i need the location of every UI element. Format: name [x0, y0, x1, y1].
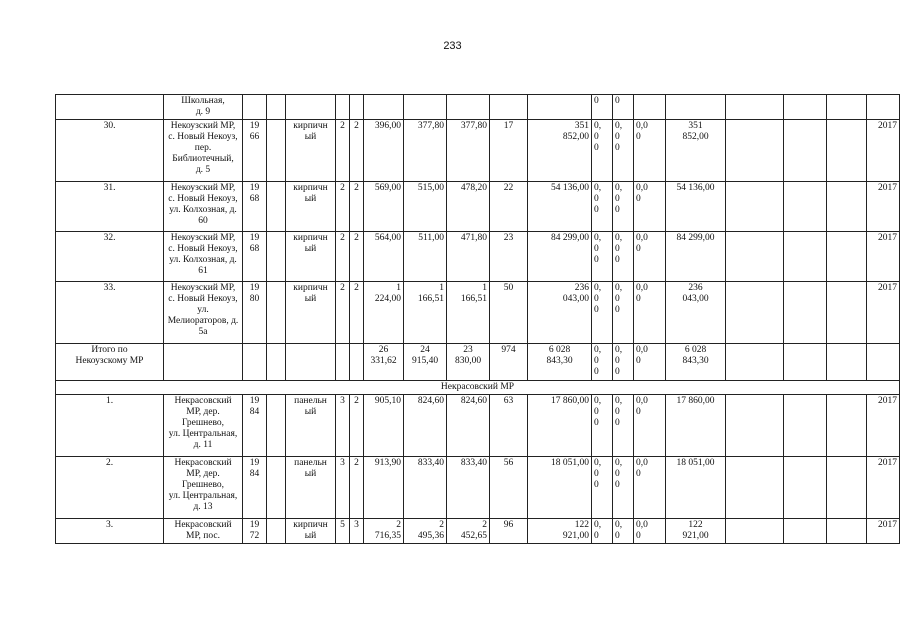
table-cell: [267, 120, 286, 182]
area-cell: 515,00: [404, 182, 447, 232]
table-cell: [726, 120, 784, 182]
table-cell: [784, 457, 827, 519]
address-cell: Школьная, д. 9: [164, 95, 243, 120]
residents-cell: 63: [490, 395, 528, 457]
address-cell: Некрасовский МР, дер. Грешнево, ул. Центральная, д. 11: [164, 395, 243, 457]
table-cell: 0, 0 0: [592, 457, 613, 519]
total-area-cell: 905,10: [364, 395, 404, 457]
floors-cell: [336, 95, 350, 120]
table-cell: [726, 344, 784, 381]
wall-material-cell: кирпичн ый: [286, 282, 336, 344]
table-cell: [336, 344, 350, 381]
build-year-cell: 19 72: [243, 519, 267, 544]
year-cell: 2017: [867, 232, 900, 282]
residents-cell: 22: [490, 182, 528, 232]
subtotal-row: [56, 344, 900, 381]
address-cell: Некрасовский МР, дер. Грешнево, ул. Центральная, д. 13: [164, 457, 243, 519]
build-year-cell: 19 66: [243, 120, 267, 182]
residents-cell: [490, 95, 528, 120]
table-cell: [726, 519, 784, 544]
residents-cell: 96: [490, 519, 528, 544]
table-cell: [243, 344, 267, 381]
living-area-cell: 824,60: [447, 395, 490, 457]
table-row: [56, 182, 900, 232]
address-cell: Некоузский МР, с. Новый Некоуз, ул. Колхозная, д. 60: [164, 182, 243, 232]
wall-material-cell: кирпичн ый: [286, 120, 336, 182]
table-cell: [784, 395, 827, 457]
table-cell: 0, 0 0: [592, 395, 613, 457]
year-cell: 2017: [867, 395, 900, 457]
year-cell: [867, 95, 900, 120]
area-cell: 511,00: [404, 232, 447, 282]
entrances-cell: 2: [350, 120, 364, 182]
area-cell: 1 166,51: [404, 282, 447, 344]
table-cell: 0, 0: [592, 519, 613, 544]
table-cell: [634, 95, 666, 120]
living-area-cell: 1 166,51: [447, 282, 490, 344]
wall-material-cell: панельн ый: [286, 395, 336, 457]
total-cost-cell: [666, 95, 726, 120]
table-cell: [827, 395, 867, 457]
table-cell: 0: [592, 95, 613, 120]
table-cell: [827, 282, 867, 344]
entrances-cell: 3: [350, 519, 364, 544]
table-cell: 0, 0 0: [613, 344, 634, 381]
table-row: [56, 282, 900, 344]
total-cost-cell: 54 136,00: [666, 182, 726, 232]
table-cell: [827, 120, 867, 182]
total-cost-cell: 122 921,00: [666, 519, 726, 544]
table-cell: [164, 344, 243, 381]
year-cell: 2017: [867, 282, 900, 344]
table-cell: [726, 457, 784, 519]
table-cell: [827, 457, 867, 519]
table-cell: 0: [613, 95, 634, 120]
page-number: 233: [443, 40, 462, 52]
table-cell: [867, 344, 900, 381]
area-cell: 833,40: [404, 457, 447, 519]
table-row: [56, 457, 900, 519]
cost-cell: [528, 95, 592, 120]
build-year-cell: 19 80: [243, 282, 267, 344]
floors-cell: 2: [336, 120, 350, 182]
table-cell: 0, 0 0: [592, 344, 613, 381]
table-cell: 0, 0 0: [592, 232, 613, 282]
table-cell: [827, 519, 867, 544]
subtotal-residents: 974: [490, 344, 528, 381]
table-row: [56, 95, 900, 120]
table-body: [56, 95, 900, 544]
total-cost-cell: 84 299,00: [666, 232, 726, 282]
cost-cell: 84 299,00: [528, 232, 592, 282]
total-cost-cell: 17 860,00: [666, 395, 726, 457]
row-number-cell: 1.: [56, 395, 164, 457]
row-number-cell: 3.: [56, 519, 164, 544]
floors-cell: 3: [336, 395, 350, 457]
table-cell: [267, 395, 286, 457]
table-cell: 0, 0 0: [613, 120, 634, 182]
total-area-cell: 564,00: [364, 232, 404, 282]
table-cell: 0,0 0: [634, 344, 666, 381]
total-area-cell: 2 716,35: [364, 519, 404, 544]
row-number-cell: [56, 95, 164, 120]
row-number-cell: 2.: [56, 457, 164, 519]
living-area-cell: 478,20: [447, 182, 490, 232]
entrances-cell: 2: [350, 282, 364, 344]
build-year-cell: 19 68: [243, 232, 267, 282]
section-header-row: [56, 381, 900, 395]
residents-cell: 17: [490, 120, 528, 182]
living-area-cell: [447, 95, 490, 120]
subtotal-total-area: 26 331,62: [364, 344, 404, 381]
cost-cell: 122 921,00: [528, 519, 592, 544]
table-cell: [784, 232, 827, 282]
table-cell: [267, 457, 286, 519]
floors-cell: 3: [336, 457, 350, 519]
table-cell: [286, 344, 336, 381]
floors-cell: 5: [336, 519, 350, 544]
total-cost-cell: 351 852,00: [666, 120, 726, 182]
entrances-cell: 2: [350, 182, 364, 232]
table-cell: [827, 182, 867, 232]
total-area-cell: 396,00: [364, 120, 404, 182]
year-cell: 2017: [867, 120, 900, 182]
floors-cell: 2: [336, 282, 350, 344]
wall-material-cell: [286, 95, 336, 120]
table-cell: 0,0 0: [634, 232, 666, 282]
address-cell: Некоузский МР, с. Новый Некоуз, пер. Библиотечный, д. 5: [164, 120, 243, 182]
total-cost-cell: 18 051,00: [666, 457, 726, 519]
table-cell: [827, 344, 867, 381]
section-title: Некрасовский МР: [56, 381, 900, 395]
table-cell: 0, 0 0: [613, 395, 634, 457]
living-area-cell: 471,80: [447, 232, 490, 282]
table-cell: [267, 182, 286, 232]
area-cell: 824,60: [404, 395, 447, 457]
living-area-cell: 377,80: [447, 120, 490, 182]
table-row: [56, 120, 900, 182]
entrances-cell: 2: [350, 232, 364, 282]
area-cell: [404, 95, 447, 120]
row-number-cell: 31.: [56, 182, 164, 232]
table-cell: [827, 232, 867, 282]
table-cell: [784, 282, 827, 344]
table-cell: [726, 282, 784, 344]
year-cell: 2017: [867, 457, 900, 519]
floors-cell: 2: [336, 182, 350, 232]
build-year-cell: 19 84: [243, 395, 267, 457]
table-cell: [784, 95, 827, 120]
table-cell: 0, 0 0: [613, 457, 634, 519]
table-cell: [827, 95, 867, 120]
table-cell: 0, 0 0: [592, 182, 613, 232]
table-cell: 0,0 0: [634, 395, 666, 457]
cost-cell: 18 051,00: [528, 457, 592, 519]
row-number-cell: 32.: [56, 232, 164, 282]
table-cell: [726, 395, 784, 457]
table-cell: 0,0 0: [634, 182, 666, 232]
residents-cell: 56: [490, 457, 528, 519]
build-year-cell: 19 84: [243, 457, 267, 519]
table-cell: 0,0 0: [634, 457, 666, 519]
table-cell: [784, 344, 827, 381]
total-area-cell: 1 224,00: [364, 282, 404, 344]
living-area-cell: 2 452,65: [447, 519, 490, 544]
subtotal-cost: 6 028 843,30: [528, 344, 592, 381]
address-cell: Некоузский МР, с. Новый Некоуз, ул. Колхозная, д. 61: [164, 232, 243, 282]
total-area-cell: [364, 95, 404, 120]
table-cell: 0,0 0: [634, 282, 666, 344]
table-cell: [267, 95, 286, 120]
table-cell: 0, 0: [613, 519, 634, 544]
entrances-cell: [350, 95, 364, 120]
residents-cell: 50: [490, 282, 528, 344]
build-year-cell: 19 68: [243, 182, 267, 232]
table-cell: [267, 232, 286, 282]
subtotal-label: Итого по Некоузскому МР: [56, 344, 164, 381]
table-cell: [267, 344, 286, 381]
table-cell: [267, 282, 286, 344]
table-cell: [784, 519, 827, 544]
total-cost-cell: 236 043,00: [666, 282, 726, 344]
wall-material-cell: панельн ый: [286, 457, 336, 519]
area-cell: 2 495,36: [404, 519, 447, 544]
total-area-cell: 569,00: [364, 182, 404, 232]
table-row: [56, 395, 900, 457]
cost-cell: 351 852,00: [528, 120, 592, 182]
year-cell: 2017: [867, 519, 900, 544]
table-cell: [350, 344, 364, 381]
total-area-cell: 913,90: [364, 457, 404, 519]
table-row: [56, 232, 900, 282]
table-cell: [726, 95, 784, 120]
table-cell: 0, 0 0: [592, 282, 613, 344]
wall-material-cell: кирпичн ый: [286, 182, 336, 232]
table-cell: [784, 182, 827, 232]
cost-cell: 236 043,00: [528, 282, 592, 344]
row-number-cell: 33.: [56, 282, 164, 344]
housing-register-table: [55, 94, 900, 544]
residents-cell: 23: [490, 232, 528, 282]
subtotal-living-area: 23 830,00: [447, 344, 490, 381]
area-cell: 377,80: [404, 120, 447, 182]
entrances-cell: 2: [350, 457, 364, 519]
year-cell: 2017: [867, 182, 900, 232]
table-cell: 0, 0 0: [592, 120, 613, 182]
address-cell: Некрасовский МР, пос.: [164, 519, 243, 544]
wall-material-cell: кирпичн ый: [286, 232, 336, 282]
cost-cell: 17 860,00: [528, 395, 592, 457]
table-cell: 0,0 0: [634, 120, 666, 182]
floors-cell: 2: [336, 232, 350, 282]
table-cell: [726, 182, 784, 232]
table-cell: 0, 0 0: [613, 182, 634, 232]
table-row: [56, 519, 900, 544]
wall-material-cell: кирпичн ый: [286, 519, 336, 544]
subtotal-total-cost: 6 028 843,30: [666, 344, 726, 381]
table-cell: 0,0 0: [634, 519, 666, 544]
table-cell: [267, 519, 286, 544]
table-cell: [784, 120, 827, 182]
subtotal-area: 24 915,40: [404, 344, 447, 381]
entrances-cell: 2: [350, 395, 364, 457]
address-cell: Некоузский МР, с. Новый Некоуз, ул. Мелиораторов, д. 5а: [164, 282, 243, 344]
table-cell: [726, 232, 784, 282]
build-year-cell: [243, 95, 267, 120]
table-cell: 0, 0 0: [613, 282, 634, 344]
cost-cell: 54 136,00: [528, 182, 592, 232]
living-area-cell: 833,40: [447, 457, 490, 519]
row-number-cell: 30.: [56, 120, 164, 182]
table-cell: 0, 0 0: [613, 232, 634, 282]
